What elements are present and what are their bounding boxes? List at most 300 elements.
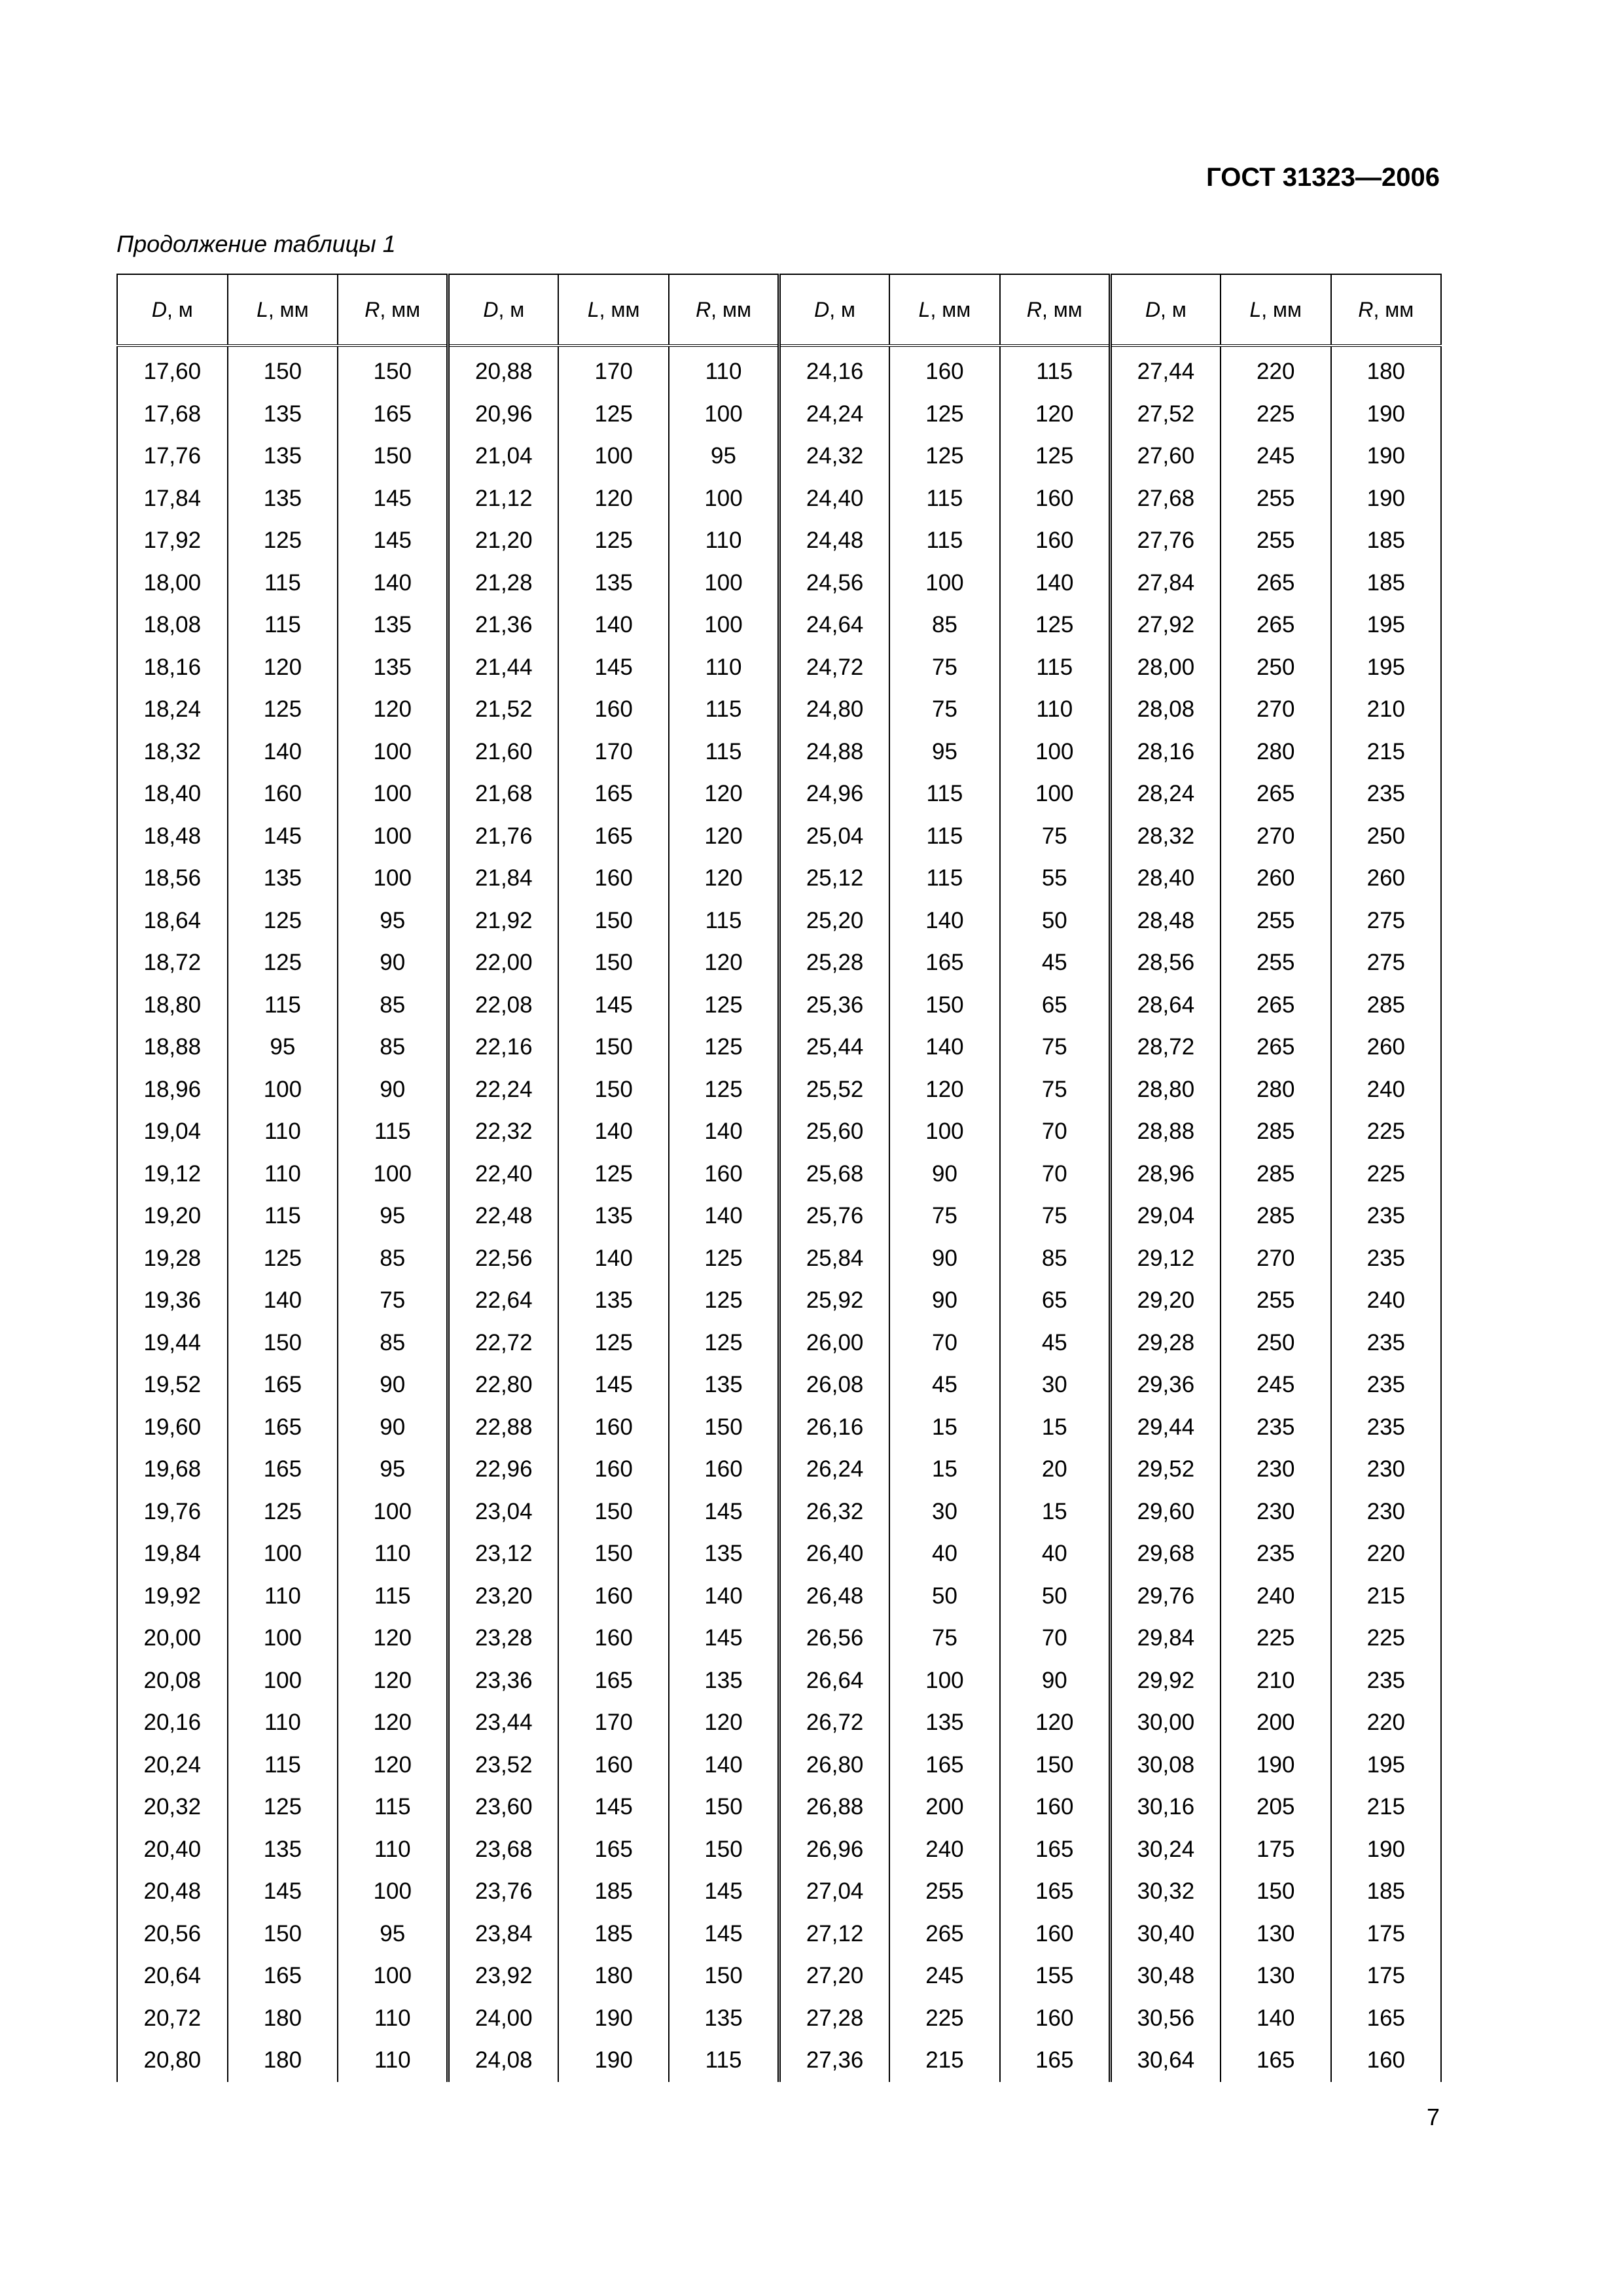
table-cell: 27,84 <box>1110 562 1221 605</box>
table-cell: 27,28 <box>779 1998 890 2040</box>
table-cell: 135 <box>228 857 338 900</box>
table-cell: 25,60 <box>779 1111 890 1153</box>
table-cell: 19,92 <box>117 1575 228 1618</box>
table-cell: 17,84 <box>117 478 228 520</box>
table-cell: 15 <box>1000 1407 1111 1449</box>
table-cell: 19,04 <box>117 1111 228 1153</box>
column-header-unit: , мм <box>1041 297 1082 321</box>
table-cell: 275 <box>1331 942 1442 984</box>
table-cell: 20,72 <box>117 1998 228 2040</box>
table-cell: 160 <box>558 857 669 900</box>
table-cell: 23,60 <box>448 1786 559 1829</box>
table-cell: 225 <box>1221 393 1331 436</box>
table-cell: 75 <box>889 1195 1000 1238</box>
table-cell: 100 <box>1000 731 1111 774</box>
table-cell: 26,72 <box>779 1702 890 1744</box>
table-cell: 30 <box>889 1491 1000 1534</box>
table-cell: 85 <box>338 1026 448 1069</box>
table-cell: 100 <box>558 435 669 478</box>
table-cell: 280 <box>1221 731 1331 774</box>
table-cell: 100 <box>1000 773 1111 816</box>
table-cell: 22,80 <box>448 1364 559 1407</box>
table-cell: 29,52 <box>1110 1448 1221 1491</box>
table-cell: 23,76 <box>448 1871 559 1913</box>
table-cell: 25,44 <box>779 1026 890 1069</box>
table-cell: 30 <box>1000 1364 1111 1407</box>
column-header-unit: , м <box>1160 297 1186 321</box>
table-cell: 24,48 <box>779 520 890 562</box>
table-cell: 160 <box>558 1617 669 1660</box>
table-cell: 45 <box>1000 942 1111 984</box>
table-cell: 95 <box>338 1913 448 1956</box>
table-cell: 240 <box>889 1829 1000 1871</box>
table-cell: 225 <box>1331 1153 1442 1196</box>
table-row <box>117 1786 1441 1829</box>
table-cell: 135 <box>228 435 338 478</box>
table-cell: 75 <box>1000 1069 1111 1111</box>
table-cell: 200 <box>889 1786 1000 1829</box>
table-cell: 90 <box>338 1069 448 1111</box>
table-cell: 110 <box>228 1111 338 1153</box>
table-cell: 90 <box>338 1407 448 1449</box>
table-cell: 115 <box>889 478 1000 520</box>
table-cell: 100 <box>669 562 779 605</box>
table-cell: 20,96 <box>448 393 559 436</box>
table-cell: 20,16 <box>117 1702 228 1744</box>
table-cell: 100 <box>889 1660 1000 1702</box>
column-header-unit: , мм <box>711 297 751 321</box>
table-cell: 22,64 <box>448 1280 559 1322</box>
table-cell: 120 <box>1000 393 1111 436</box>
table-cell: 145 <box>669 1913 779 1956</box>
table-row <box>117 1575 1441 1618</box>
table-cell: 115 <box>669 689 779 731</box>
table-cell: 27,20 <box>779 1955 890 1998</box>
table-cell: 23,68 <box>448 1829 559 1871</box>
table-row <box>117 1491 1441 1534</box>
table-cell: 190 <box>1331 478 1442 520</box>
table-cell: 265 <box>889 1913 1000 1956</box>
table-cell: 125 <box>228 520 338 562</box>
table-cell: 26,80 <box>779 1744 890 1787</box>
table-cell: 125 <box>228 942 338 984</box>
table-cell: 28,64 <box>1110 984 1221 1027</box>
table-cell: 19,28 <box>117 1238 228 1280</box>
table-cell: 29,84 <box>1110 1617 1221 1660</box>
table-cell: 24,96 <box>779 773 890 816</box>
table-cell: 125 <box>228 1238 338 1280</box>
table-row <box>117 1744 1441 1787</box>
table-cell: 29,04 <box>1110 1195 1221 1238</box>
table-cell: 140 <box>669 1195 779 1238</box>
table-cell: 23,04 <box>448 1491 559 1534</box>
table-cell: 150 <box>558 942 669 984</box>
table-cell: 23,84 <box>448 1913 559 1956</box>
table-cell: 21,52 <box>448 689 559 731</box>
table-cell: 130 <box>1221 1955 1331 1998</box>
table-cell: 135 <box>669 1364 779 1407</box>
table-cell: 145 <box>558 647 669 689</box>
table-cell: 150 <box>558 1491 669 1534</box>
table-cell: 260 <box>1331 1026 1442 1069</box>
table-cell: 260 <box>1221 857 1331 900</box>
table-cell: 265 <box>1221 984 1331 1027</box>
table-cell: 29,60 <box>1110 1491 1221 1534</box>
table-cell: 255 <box>1221 900 1331 942</box>
table-cell: 90 <box>338 942 448 984</box>
column-header-unit: , мм <box>599 297 640 321</box>
table-cell: 26,88 <box>779 1786 890 1829</box>
table-cell: 125 <box>558 393 669 436</box>
table-cell: 150 <box>338 346 448 393</box>
table-cell: 240 <box>1331 1280 1442 1322</box>
table-cell: 195 <box>1331 647 1442 689</box>
table-cell: 125 <box>669 984 779 1027</box>
table-cell: 29,20 <box>1110 1280 1221 1322</box>
table-cell: 26,16 <box>779 1407 890 1449</box>
table-cell: 22,40 <box>448 1153 559 1196</box>
table-row <box>117 1871 1441 1913</box>
table-cell: 180 <box>228 2039 338 2082</box>
table-cell: 185 <box>1331 1871 1442 1913</box>
column-header-symbol: R <box>696 297 711 321</box>
table-cell: 40 <box>889 1533 1000 1575</box>
table-cell: 165 <box>889 942 1000 984</box>
table-cell: 20,32 <box>117 1786 228 1829</box>
table-cell: 95 <box>228 1026 338 1069</box>
table-cell: 95 <box>338 1448 448 1491</box>
table-cell: 18,24 <box>117 689 228 731</box>
table-cell: 100 <box>228 1533 338 1575</box>
table-cell: 24,16 <box>779 346 890 393</box>
table-cell: 150 <box>558 900 669 942</box>
table-cell: 285 <box>1221 1153 1331 1196</box>
table-cell: 75 <box>1000 816 1111 858</box>
table-cell: 23,36 <box>448 1660 559 1702</box>
table-cell: 230 <box>1331 1448 1442 1491</box>
table-row <box>117 1617 1441 1660</box>
column-header <box>1110 274 1221 346</box>
table-cell: 230 <box>1221 1448 1331 1491</box>
table-row <box>117 1111 1441 1153</box>
table-cell: 90 <box>338 1364 448 1407</box>
table-cell: 255 <box>1221 942 1331 984</box>
table-cell: 125 <box>889 393 1000 436</box>
table-cell: 100 <box>669 604 779 647</box>
table-cell: 235 <box>1331 1660 1442 1702</box>
table-cell: 110 <box>228 1153 338 1196</box>
table-cell: 145 <box>669 1617 779 1660</box>
table-cell: 125 <box>228 1786 338 1829</box>
table-cell: 115 <box>1000 647 1111 689</box>
table-cell: 160 <box>558 1448 669 1491</box>
table-cell: 145 <box>669 1871 779 1913</box>
table-row <box>117 604 1441 647</box>
table-cell: 160 <box>558 1407 669 1449</box>
table-cell: 170 <box>558 731 669 774</box>
table-cell: 18,00 <box>117 562 228 605</box>
table-cell: 17,76 <box>117 435 228 478</box>
table-cell: 100 <box>669 478 779 520</box>
table-cell: 27,36 <box>779 2039 890 2082</box>
table-header-row <box>117 274 1441 346</box>
table-cell: 23,12 <box>448 1533 559 1575</box>
table-cell: 195 <box>1331 1744 1442 1787</box>
table-cell: 150 <box>889 984 1000 1027</box>
table-cell: 145 <box>228 1871 338 1913</box>
table-cell: 100 <box>338 1955 448 1998</box>
table-cell: 175 <box>1221 1829 1331 1871</box>
table-cell: 250 <box>1221 647 1331 689</box>
table-cell: 180 <box>228 1998 338 2040</box>
column-header-unit: , мм <box>1261 297 1302 321</box>
table-cell: 120 <box>338 1617 448 1660</box>
table-cell: 19,52 <box>117 1364 228 1407</box>
table-cell: 145 <box>558 1786 669 1829</box>
table-cell: 45 <box>1000 1322 1111 1365</box>
table-cell: 18,64 <box>117 900 228 942</box>
table-cell: 24,08 <box>448 2039 559 2082</box>
table-cell: 120 <box>669 773 779 816</box>
table-cell: 24,56 <box>779 562 890 605</box>
table-cell: 75 <box>1000 1195 1111 1238</box>
table-cell: 24,88 <box>779 731 890 774</box>
table-cell: 29,76 <box>1110 1575 1221 1618</box>
table-cell: 115 <box>669 2039 779 2082</box>
table-row <box>117 689 1441 731</box>
table-row <box>117 816 1441 858</box>
column-header <box>448 274 559 346</box>
table-cell: 28,32 <box>1110 816 1221 858</box>
table-cell: 160 <box>1000 1998 1111 2040</box>
table-cell: 70 <box>1000 1617 1111 1660</box>
table-cell: 120 <box>338 1702 448 1744</box>
table-cell: 285 <box>1221 1195 1331 1238</box>
column-header-symbol: L <box>587 297 599 321</box>
table-cell: 220 <box>1331 1702 1442 1744</box>
table-cell: 140 <box>338 562 448 605</box>
table-cell: 120 <box>669 942 779 984</box>
table-cell: 160 <box>558 689 669 731</box>
table-cell: 135 <box>558 1195 669 1238</box>
table-row <box>117 562 1441 605</box>
table-cell: 120 <box>338 689 448 731</box>
table-cell: 135 <box>228 393 338 436</box>
table-cell: 22,32 <box>448 1111 559 1153</box>
column-header-symbol: D <box>814 297 830 321</box>
table-cell: 23,28 <box>448 1617 559 1660</box>
table-cell: 245 <box>1221 1364 1331 1407</box>
page-number: 7 <box>1426 2104 1440 2130</box>
table-cell: 210 <box>1331 689 1442 731</box>
table-cell: 85 <box>338 1322 448 1365</box>
table-row <box>117 1280 1441 1322</box>
table-cell: 50 <box>889 1575 1000 1618</box>
column-header-symbol: D <box>151 297 167 321</box>
table-cell: 125 <box>669 1069 779 1111</box>
table-cell: 23,20 <box>448 1575 559 1618</box>
column-header <box>1331 274 1442 346</box>
table-cell: 30,40 <box>1110 1913 1221 1956</box>
table-cell: 160 <box>558 1575 669 1618</box>
table-cell: 165 <box>1221 2039 1331 2082</box>
table-cell: 165 <box>338 393 448 436</box>
table-cell: 18,72 <box>117 942 228 984</box>
table-cell: 135 <box>338 647 448 689</box>
table-cell: 135 <box>669 1660 779 1702</box>
column-header-unit: , мм <box>380 297 421 321</box>
table-cell: 23,44 <box>448 1702 559 1744</box>
table-row <box>117 1364 1441 1407</box>
table-row <box>117 435 1441 478</box>
table-row <box>117 647 1441 689</box>
table-cell: 115 <box>889 773 1000 816</box>
table-cell: 21,04 <box>448 435 559 478</box>
table-cell: 135 <box>669 1533 779 1575</box>
table-cell: 24,40 <box>779 478 890 520</box>
table-cell: 120 <box>669 816 779 858</box>
table-cell: 18,40 <box>117 773 228 816</box>
table-cell: 18,32 <box>117 731 228 774</box>
table-cell: 29,44 <box>1110 1407 1221 1449</box>
column-header-unit: , мм <box>930 297 971 321</box>
table-cell: 20,40 <box>117 1829 228 1871</box>
table-cell: 90 <box>889 1280 1000 1322</box>
table-row <box>117 2039 1441 2082</box>
table-cell: 21,60 <box>448 731 559 774</box>
table-cell: 120 <box>338 1660 448 1702</box>
table-cell: 265 <box>1221 562 1331 605</box>
table-row <box>117 478 1441 520</box>
table-cell: 30,24 <box>1110 1829 1221 1871</box>
table-cell: 110 <box>338 2039 448 2082</box>
table-row <box>117 346 1441 393</box>
table-cell: 165 <box>889 1744 1000 1787</box>
column-header-unit: , м <box>829 297 856 321</box>
table-cell: 20,64 <box>117 1955 228 1998</box>
table-cell: 115 <box>889 857 1000 900</box>
table-cell: 100 <box>889 562 1000 605</box>
table-cell: 28,72 <box>1110 1026 1221 1069</box>
table-cell: 140 <box>558 604 669 647</box>
table-cell: 265 <box>1221 604 1331 647</box>
table-cell: 260 <box>1331 857 1442 900</box>
table-cell: 95 <box>889 731 1000 774</box>
table-cell: 230 <box>1221 1491 1331 1534</box>
table-cell: 165 <box>1000 2039 1111 2082</box>
table-cell: 265 <box>1221 1026 1331 1069</box>
table-cell: 25,12 <box>779 857 890 900</box>
table-cell: 140 <box>889 900 1000 942</box>
table-cell: 125 <box>669 1238 779 1280</box>
table-cell: 24,24 <box>779 393 890 436</box>
table-cell: 225 <box>1331 1617 1442 1660</box>
table-cell: 125 <box>228 1491 338 1534</box>
table-cell: 200 <box>1221 1702 1331 1744</box>
table-cell: 24,80 <box>779 689 890 731</box>
table-cell: 185 <box>1331 562 1442 605</box>
table-cell: 30,32 <box>1110 1871 1221 1913</box>
table-cell: 235 <box>1331 1407 1442 1449</box>
table-cell: 165 <box>558 1660 669 1702</box>
table-cell: 20,00 <box>117 1617 228 1660</box>
table-row <box>117 1998 1441 2040</box>
table-cell: 125 <box>228 900 338 942</box>
table-cell: 280 <box>1221 1069 1331 1111</box>
table-cell: 180 <box>558 1955 669 1998</box>
column-header-symbol: L <box>1249 297 1262 321</box>
table-cell: 50 <box>1000 900 1111 942</box>
table-cell: 160 <box>228 773 338 816</box>
table-cell: 19,84 <box>117 1533 228 1575</box>
table-cell: 22,24 <box>448 1069 559 1111</box>
table-cell: 65 <box>1000 1280 1111 1322</box>
table-row <box>117 1533 1441 1575</box>
table-cell: 85 <box>889 604 1000 647</box>
table-cell: 19,44 <box>117 1322 228 1365</box>
table-cell: 45 <box>889 1364 1000 1407</box>
table-cell: 270 <box>1221 816 1331 858</box>
table-cell: 30,16 <box>1110 1786 1221 1829</box>
table-cell: 245 <box>1221 435 1331 478</box>
column-header-symbol: D <box>1145 297 1161 321</box>
table-cell: 70 <box>889 1322 1000 1365</box>
table-cell: 235 <box>1331 1364 1442 1407</box>
table-cell: 26,64 <box>779 1660 890 1702</box>
table-row <box>117 857 1441 900</box>
table-cell: 215 <box>1331 1575 1442 1618</box>
table-cell: 15 <box>889 1448 1000 1491</box>
table-cell: 120 <box>1000 1702 1111 1744</box>
table-cell: 15 <box>889 1407 1000 1449</box>
table-cell: 75 <box>889 689 1000 731</box>
table-cell: 135 <box>228 478 338 520</box>
table-row <box>117 1322 1441 1365</box>
table-cell: 125 <box>558 1153 669 1196</box>
table-cell: 255 <box>889 1871 1000 1913</box>
table-cell: 24,64 <box>779 604 890 647</box>
table-cell: 235 <box>1331 1195 1442 1238</box>
table-cell: 19,12 <box>117 1153 228 1196</box>
table-row <box>117 1238 1441 1280</box>
table-cell: 150 <box>228 1322 338 1365</box>
table-cell: 15 <box>1000 1491 1111 1534</box>
table-cell: 18,96 <box>117 1069 228 1111</box>
table-cell: 150 <box>558 1026 669 1069</box>
table-cell: 275 <box>1331 900 1442 942</box>
table-cell: 100 <box>338 816 448 858</box>
table-cell: 265 <box>1221 773 1331 816</box>
table-cell: 18,88 <box>117 1026 228 1069</box>
table-caption: Продолжение таблицы 1 <box>116 230 396 257</box>
table-cell: 165 <box>228 1448 338 1491</box>
table-cell: 125 <box>558 520 669 562</box>
table-cell: 110 <box>338 1533 448 1575</box>
table-cell: 100 <box>338 1871 448 1913</box>
table-cell: 175 <box>1331 1955 1442 1998</box>
table-cell: 115 <box>228 1195 338 1238</box>
table-cell: 120 <box>669 1702 779 1744</box>
table-row <box>117 984 1441 1027</box>
table-cell: 28,48 <box>1110 900 1221 942</box>
table-cell: 75 <box>1000 1026 1111 1069</box>
table-row <box>117 1153 1441 1196</box>
table-cell: 20,56 <box>117 1913 228 1956</box>
table-cell: 28,56 <box>1110 942 1221 984</box>
table-cell: 30,64 <box>1110 2039 1221 2082</box>
table-cell: 30,00 <box>1110 1702 1221 1744</box>
table-cell: 90 <box>889 1153 1000 1196</box>
